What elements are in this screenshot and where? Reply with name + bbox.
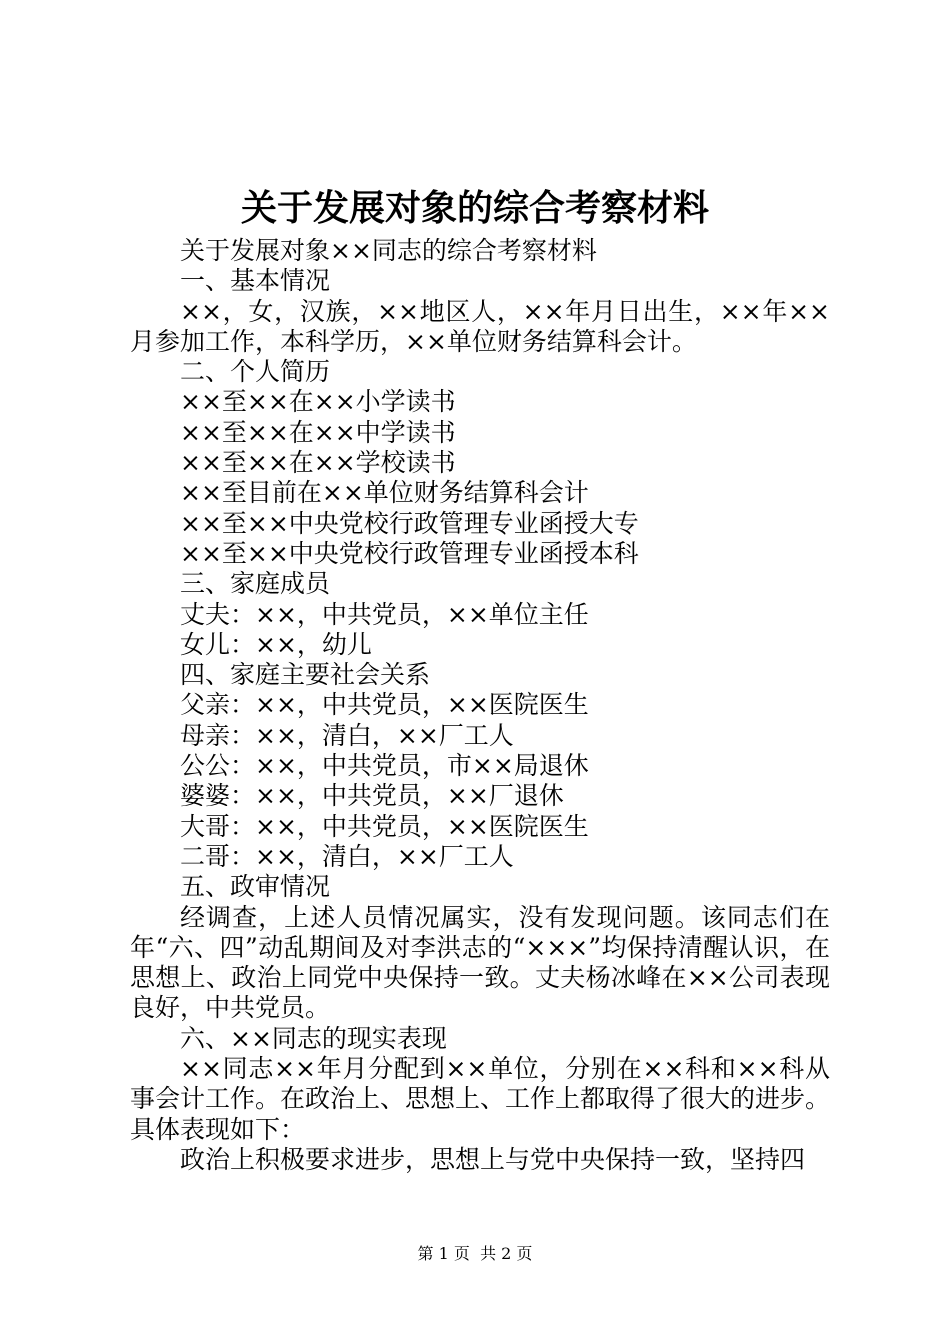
resume-line: ××至××在××学校读书 — [180, 448, 456, 478]
resume-line: ××至目前在××单位财务结算科会计 — [180, 478, 589, 508]
section-heading-political-review: 五、政审情况 — [180, 872, 331, 902]
resume-line: ××至××在××小学读书 — [180, 387, 456, 417]
relation-line: 父亲：××，中共党员，××医院医生 — [180, 690, 589, 720]
family-member-line: 丈夫：××，中共党员，××单位主任 — [180, 599, 589, 629]
relation-line: 母亲：××，清白，××厂工人 — [180, 720, 514, 750]
paragraph-political-review: 经调查，上述人员情况属实，没有发现问题。该同志们在年“六、四”动乱期间及对李洪志的“×××”均保持清醒认识，在思想上、政治上同党中央保持一致。丈夫杨冰峰在××公司表现良好，中共党员。 — [130, 902, 830, 1023]
family-member-line: 女儿：××，幼儿 — [180, 629, 372, 659]
section-heading-family-members: 三、家庭成员 — [180, 569, 331, 599]
resume-line: ××至××在××中学读书 — [180, 417, 456, 447]
section-heading-current-performance: 六、××同志的现实表现 — [180, 1023, 447, 1053]
relation-line: 婆婆：××，中共党员，××厂退休 — [180, 781, 564, 811]
document-title: 关于发展对象的综合考察材料 — [240, 187, 709, 229]
relation-line: 二哥：××，清白，××厂工人 — [180, 841, 514, 871]
document-body — [130, 236, 830, 1175]
relation-line: 公公：××，中共党员，市××局退休 — [180, 751, 589, 781]
relation-line: 大哥：××，中共党员，××医院医生 — [180, 811, 589, 841]
paragraph-political-attitude: 政治上积极要求进步，思想上与党中央保持一致，坚持四 — [180, 1144, 806, 1174]
page-number-footer: 第 1 页 共 2 页 — [417, 1244, 533, 1263]
section-heading-basic-info: 一、基本情况 — [180, 266, 331, 296]
paragraph-basic-info: ××，女，汉族，××地区人，××年月日出生，××年××月参加工作，本科学历，××单位财务结算科会计。 — [130, 296, 830, 356]
section-heading-resume: 二、个人简历 — [180, 357, 331, 387]
section-heading-social-relations: 四、家庭主要社会关系 — [180, 660, 431, 690]
paragraph-subtitle: 关于发展对象××同志的综合考察材料 — [180, 236, 597, 265]
resume-line: ××至××中央党校行政管理专业函授大专 — [180, 508, 639, 538]
resume-line: ××至××中央党校行政管理专业函授本科 — [180, 538, 639, 568]
paragraph-current-performance: ××同志××年月分配到××单位，分别在××科和××科从事会计工作。在政治上、思想上、工作上都取得了很大的进步。具体表现如下： — [130, 1054, 831, 1144]
